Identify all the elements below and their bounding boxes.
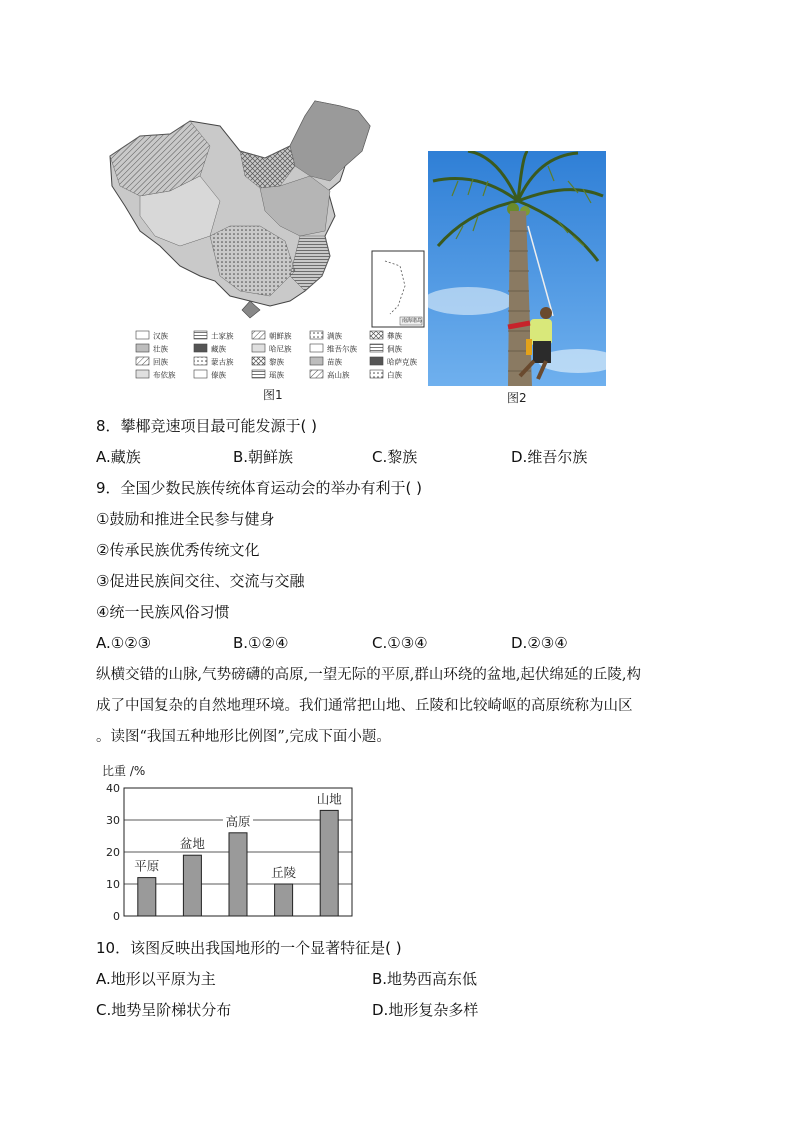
legend-label: 黎族 [269, 357, 284, 367]
q9-stem: 9．全国少数民族传统体育运动会的举办有利于( ) [96, 479, 423, 497]
bar-盆地 [183, 855, 201, 916]
legend-swatch [194, 357, 207, 365]
legend-label: 高山族 [327, 370, 350, 380]
legend-label: 汉族 [153, 331, 168, 341]
inset-label: 南海诸岛 [401, 318, 422, 324]
legend-label: 哈萨克族 [387, 357, 417, 367]
legend-label: 哈尼族 [269, 344, 292, 354]
legend-label: 白族 [387, 370, 402, 380]
legend-swatch [370, 331, 383, 339]
legend-swatch [194, 370, 207, 378]
legend-swatch [194, 331, 207, 339]
q9-item-1: ①鼓励和推进全民参与健身 [96, 510, 275, 528]
legend-swatch [370, 370, 383, 378]
passage-line-1: 纵横交错的山脉,气势磅礴的高原,一望无际的平原,群山环绕的盆地,起伏绵延的丘陵,构 [96, 667, 642, 683]
figure-2-photo [428, 151, 606, 386]
legend-label: 彝族 [387, 331, 402, 341]
legend-label: 傣族 [211, 370, 226, 380]
y-tick-label: 10 [106, 878, 120, 891]
q9-item-3: ③促进民族间交往、交流与交融 [96, 572, 305, 590]
bar-山地 [320, 810, 338, 916]
q10-option-b[interactable]: B.地势西高东低 [372, 970, 478, 988]
legend-label: 朝鲜族 [269, 331, 292, 341]
q9-option-d[interactable]: D.②③④ [511, 634, 568, 652]
q10-stem: 10．该图反映出我国地形的一个显著特征是( ) [96, 939, 402, 957]
q8-option-c[interactable]: C.黎族 [372, 448, 418, 466]
q9-option-b[interactable]: B.①②④ [233, 634, 289, 652]
q8-stem: 8．攀椰竞速项目最可能发源于( ) [96, 417, 318, 435]
q10-option-d[interactable]: D.地形复杂多样 [372, 1001, 479, 1019]
legend-swatch [136, 344, 149, 352]
legend-label: 蒙古族 [211, 357, 234, 367]
figure-2-caption: 图2 [507, 391, 527, 405]
q8-option-b[interactable]: B.朝鲜族 [233, 448, 294, 466]
legend-swatch [136, 370, 149, 378]
legend-swatch [310, 331, 323, 339]
q9-option-a[interactable]: A.①②③ [96, 634, 152, 652]
q10-option-c[interactable]: C.地势呈阶梯状分布 [96, 1001, 232, 1019]
bar-丘陵 [275, 884, 293, 916]
legend-label: 满族 [327, 331, 342, 341]
q9-item-2: ②传承民族优秀传统文化 [96, 541, 260, 559]
bar-category-label: 平原 [134, 858, 160, 874]
q10-option-a[interactable]: A.地形以平原为主 [96, 970, 216, 988]
bar-category-label: 山地 [316, 791, 342, 807]
figure-1-caption: 图1 [263, 388, 283, 402]
q8-option-d[interactable]: D.维吾尔族 [511, 448, 588, 466]
passage-line-3: 。读图“我国五种地形比例图”,完成下面小题。 [96, 729, 391, 745]
legend-swatch [194, 344, 207, 352]
china-ethnic-map [100, 96, 430, 388]
legend-swatch [252, 344, 265, 352]
q9-item-4: ④统一民族风俗习惯 [96, 603, 230, 621]
legend-label: 藏族 [211, 344, 226, 354]
legend-swatch [252, 357, 265, 365]
bar-高原 [229, 833, 247, 916]
legend-label: 回族 [153, 357, 168, 367]
legend-swatch [136, 331, 149, 339]
tree-climbing-photo [428, 151, 606, 386]
terrain-chart-svg [100, 760, 360, 925]
map-legend [136, 331, 417, 380]
legend-label: 苗族 [327, 357, 342, 367]
bar-category-label: 盆地 [179, 836, 205, 852]
bar-category-label: 丘陵 [271, 865, 297, 880]
legend-swatch [310, 370, 323, 378]
legend-swatch [252, 370, 265, 378]
legend-label: 壮族 [153, 344, 168, 354]
legend-swatch [370, 344, 383, 352]
y-axis-label: 比重 /% [102, 764, 146, 778]
legend-label: 土家族 [211, 331, 234, 341]
terrain-ratio-chart [100, 760, 360, 925]
y-tick-label: 0 [113, 910, 120, 923]
legend-swatch [310, 344, 323, 352]
legend-label: 布依族 [153, 370, 176, 380]
legend-swatch [252, 331, 265, 339]
q9-option-c[interactable]: C.①③④ [372, 634, 428, 652]
legend-swatch [370, 357, 383, 365]
figure-1-map [100, 96, 430, 388]
legend-label: 维吾尔族 [327, 344, 357, 354]
q8-option-a[interactable]: A.藏族 [96, 448, 141, 466]
legend-swatch [136, 357, 149, 365]
y-tick-label: 20 [106, 846, 120, 859]
y-tick-label: 40 [106, 782, 120, 795]
bar-category-label: 高原 [225, 813, 251, 829]
legend-swatch [310, 357, 323, 365]
bar-平原 [138, 878, 156, 916]
y-tick-label: 30 [106, 814, 120, 827]
legend-label: 瑶族 [269, 370, 284, 380]
legend-label: 侗族 [387, 344, 402, 354]
passage-line-2: 成了中国复杂的自然地理环境。我们通常把山地、丘陵和比较崎岖的高原统称为山区 [96, 698, 633, 714]
